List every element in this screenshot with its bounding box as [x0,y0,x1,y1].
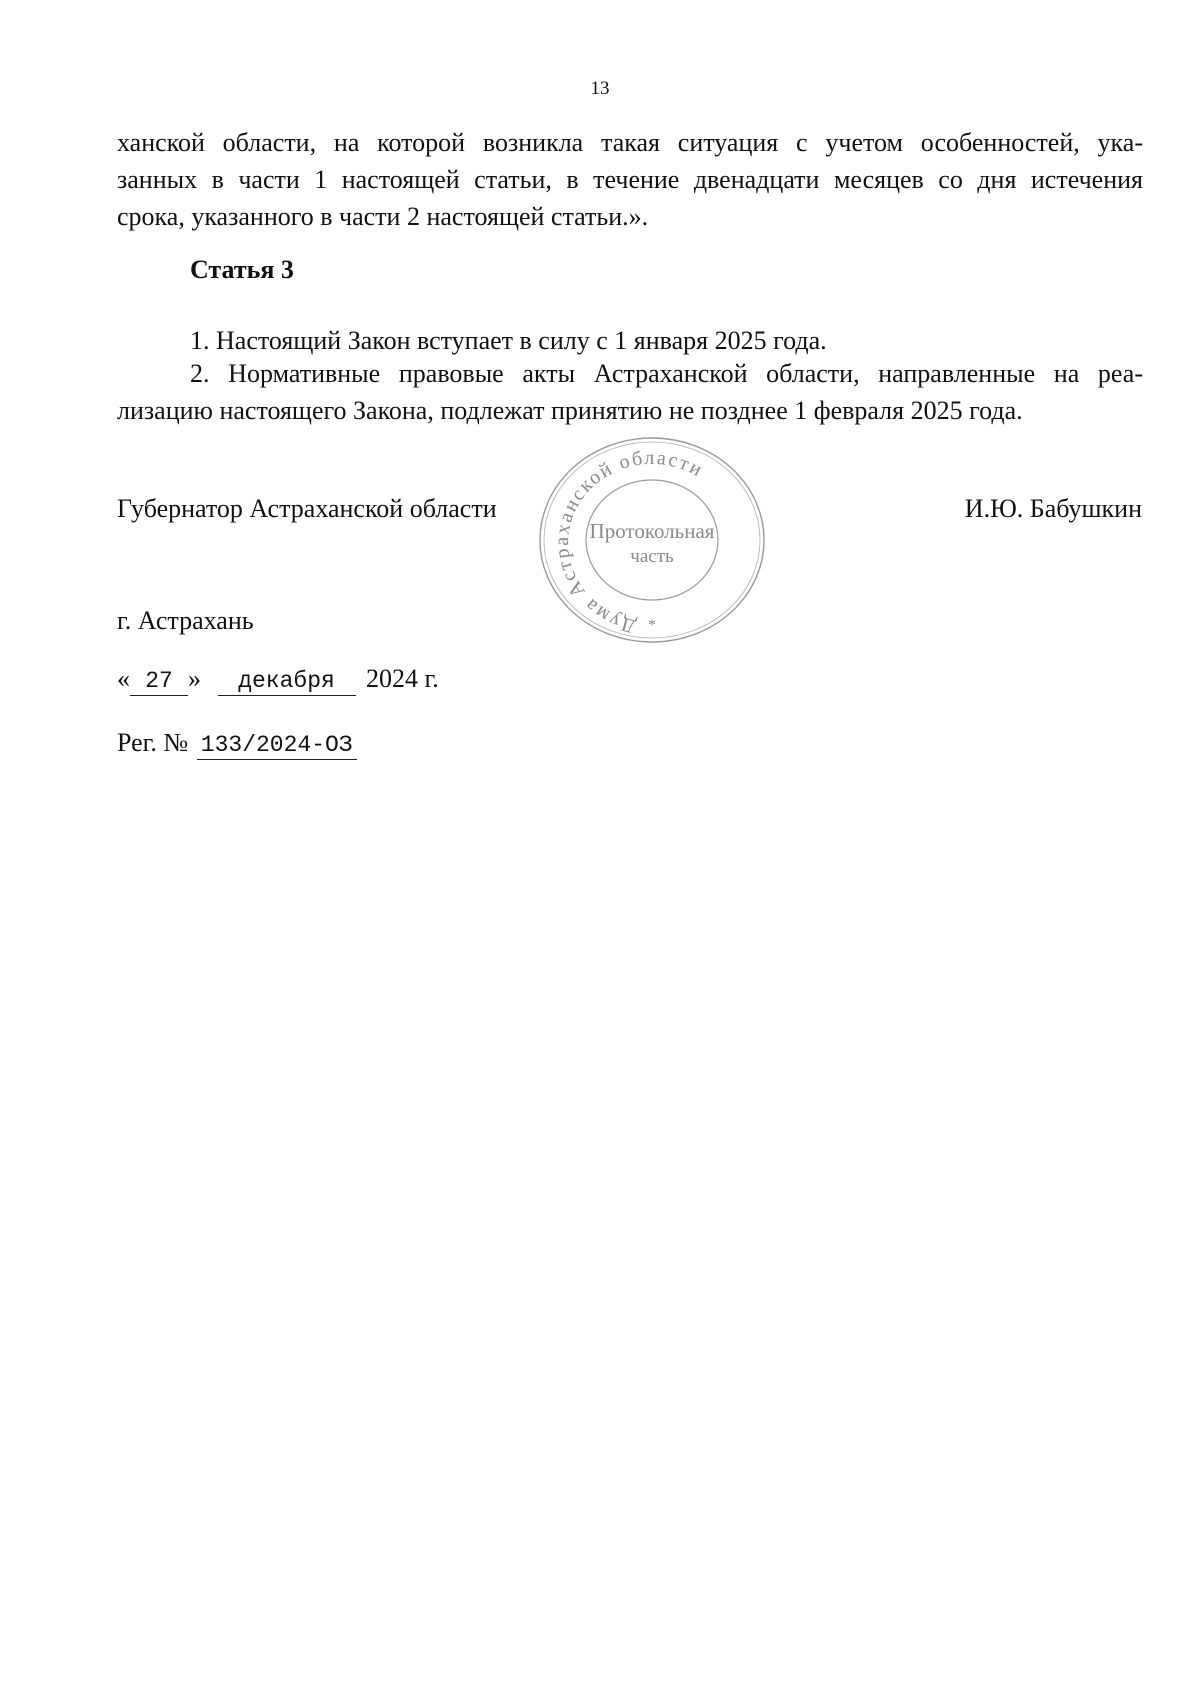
registration-number: 133/2024-ОЗ [197,731,357,760]
stamp-ring-text: Дума Астраханской области [550,446,708,638]
article-item-1: 1. Настоящий Закон вступает в силу с 1 января 2025 года. [190,326,827,355]
signature-position: Губернатор Астраханской области [117,494,497,523]
stamp-center-line-1: Протокольная [589,519,715,543]
article-heading: Статья 3 [190,255,294,284]
date-close-quote: » [188,664,201,693]
stamp-center-line-2: часть [630,546,674,567]
article-item-2-line-1: 2. Нормативные правовые акты Астраханской области, направленные на реа- [190,359,1143,388]
place-city: г. Астрахань [117,606,254,635]
intro-line-2: занных в части 1 настоящей статьи, в течение двенадцати месяцев со дня истечения [117,165,1143,194]
date-open-quote: « [117,664,130,693]
stamp-star: * [648,617,656,634]
intro-line-3: срока, указанного в части 2 настоящей статьи.». [117,202,649,231]
registration [117,728,357,760]
date-day: 27 [130,667,188,696]
date-month: декабря [218,667,356,696]
page-number: 13 [590,78,610,99]
document-date [117,664,439,696]
registration-label: Рег. № [117,728,189,757]
official-stamp [534,434,770,646]
intro-line-1: ханской области, на которой возникла такая ситуация с учетом особенностей, ука- [117,128,1143,157]
signature-name: И.Ю. Бабушкин [964,494,1142,523]
date-year: 2024 г. [366,664,439,693]
article-item-2-line-2: лизацию настоящего Закона, подлежат принятию не позднее 1 февраля 2025 года. [117,396,1023,425]
